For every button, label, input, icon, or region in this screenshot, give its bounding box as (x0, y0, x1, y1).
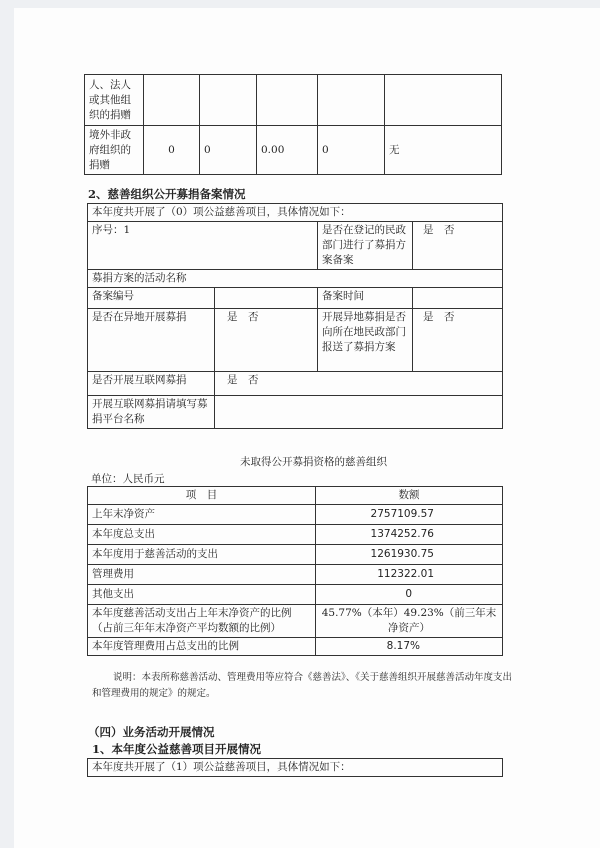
finance-table (87, 486, 503, 656)
unit-label: 单位：人民币元 (91, 473, 165, 485)
table-row (88, 309, 503, 372)
cell-value: 0 (318, 126, 385, 175)
table-row (85, 75, 502, 126)
table-row (88, 605, 503, 638)
other-region-report-yes-no: 是 否 (413, 309, 503, 372)
scan-shadow-top (0, 0, 600, 8)
scan-shadow-left (0, 0, 14, 848)
registered-yes-no: 是 否 (413, 222, 503, 270)
row-item: 上年末净资产 (88, 505, 316, 525)
project-table (87, 758, 503, 777)
donation-table (84, 74, 502, 175)
internet-label: 是否开展互联网募捐 (88, 372, 215, 396)
plan-name-label: 募捐方案的活动名称 (88, 270, 503, 288)
row-item: 本年度慈善活动支出占上年末净资产的比例（占前三年年末净资产平均数额的比例） (88, 605, 316, 638)
table-row (88, 204, 503, 222)
table-row (88, 638, 503, 656)
row-amount: 8.17% (316, 638, 503, 656)
table-row (88, 759, 503, 777)
cell-value: 0 (200, 126, 257, 175)
filing-intro: 本年度共开展了（0）项公益慈善项目，具体情况如下： (88, 204, 503, 222)
row-item: 管理费用 (88, 565, 316, 585)
other-region-report-label: 开展异地募捐是否向所在地民政部门报送了募捐方案 (318, 309, 413, 372)
row-amount: 1261930.75 (316, 545, 503, 565)
table-row (88, 487, 503, 505)
fundraising-filing-table (87, 203, 503, 429)
record-no-label: 备案编号 (88, 288, 215, 309)
note-line-2: 和管理费用的规定》的规定。 (92, 688, 216, 699)
row-amount: 0 (316, 585, 503, 605)
other-region-yes-no: 是 否 (215, 309, 318, 372)
section4-subheading: 1、本年度公益慈善项目开展情况 (92, 742, 261, 756)
col-header-amount: 数额 (316, 487, 503, 505)
row-amount: 2757109.57 (316, 505, 503, 525)
table-row (88, 525, 503, 545)
section4-heading: （四）业务活动开展情况 (88, 725, 215, 739)
internet-yes-no: 是 否 (215, 372, 503, 396)
table-row (88, 585, 503, 605)
section2-heading: 2、慈善组织公开募捐备案情况 (88, 187, 246, 201)
table-row (88, 505, 503, 525)
row-item: 其他支出 (88, 585, 316, 605)
record-time-label: 备案时间 (318, 288, 413, 309)
table-row (88, 372, 503, 396)
other-region-label: 是否在异地开展募捐 (88, 309, 215, 372)
table-row (88, 222, 503, 270)
row-item: 本年度总支出 (88, 525, 316, 545)
platform-label: 开展互联网募捐请填写募捐平台名称 (88, 396, 215, 429)
finance-table-title: 未取得公开募捐资格的慈善组织 (240, 456, 387, 468)
registered-label: 是否在登记的民政部门进行了募捐方案备案 (318, 222, 413, 270)
row-item: 本年度用于慈善活动的支出 (88, 545, 316, 565)
table-row (88, 396, 503, 429)
row-amount: 1374252.76 (316, 525, 503, 545)
row-amount: 45.77%（本年）49.23%（前三年末净资产） (316, 605, 503, 638)
note-line-1: 说明：本表所称慈善活动、管理费用等应符合《慈善法》、《关于慈善组织开展慈善活动年度支出 (113, 672, 513, 683)
row-amount: 112322.01 (316, 565, 503, 585)
cell-value: 无 (385, 126, 502, 175)
table-row (88, 270, 503, 288)
serial-label: 序号：1 (88, 222, 318, 270)
table-row (85, 126, 502, 175)
table-row (88, 565, 503, 585)
row-item: 本年度管理费用占总支出的比例 (88, 638, 316, 656)
cell-value: 0.00 (257, 126, 318, 175)
col-header-item: 项 目 (88, 487, 316, 505)
donor-label-foreign-ngo: 境外非政府组织的捐赠 (85, 126, 144, 175)
donor-label-individuals: 人、法人或其他组织的捐赠 (85, 75, 144, 126)
cell-value: 0 (144, 126, 200, 175)
table-row (88, 545, 503, 565)
project-intro: 本年度共开展了（1）项公益慈善项目，具体情况如下： (88, 759, 503, 777)
table-row (88, 288, 503, 309)
